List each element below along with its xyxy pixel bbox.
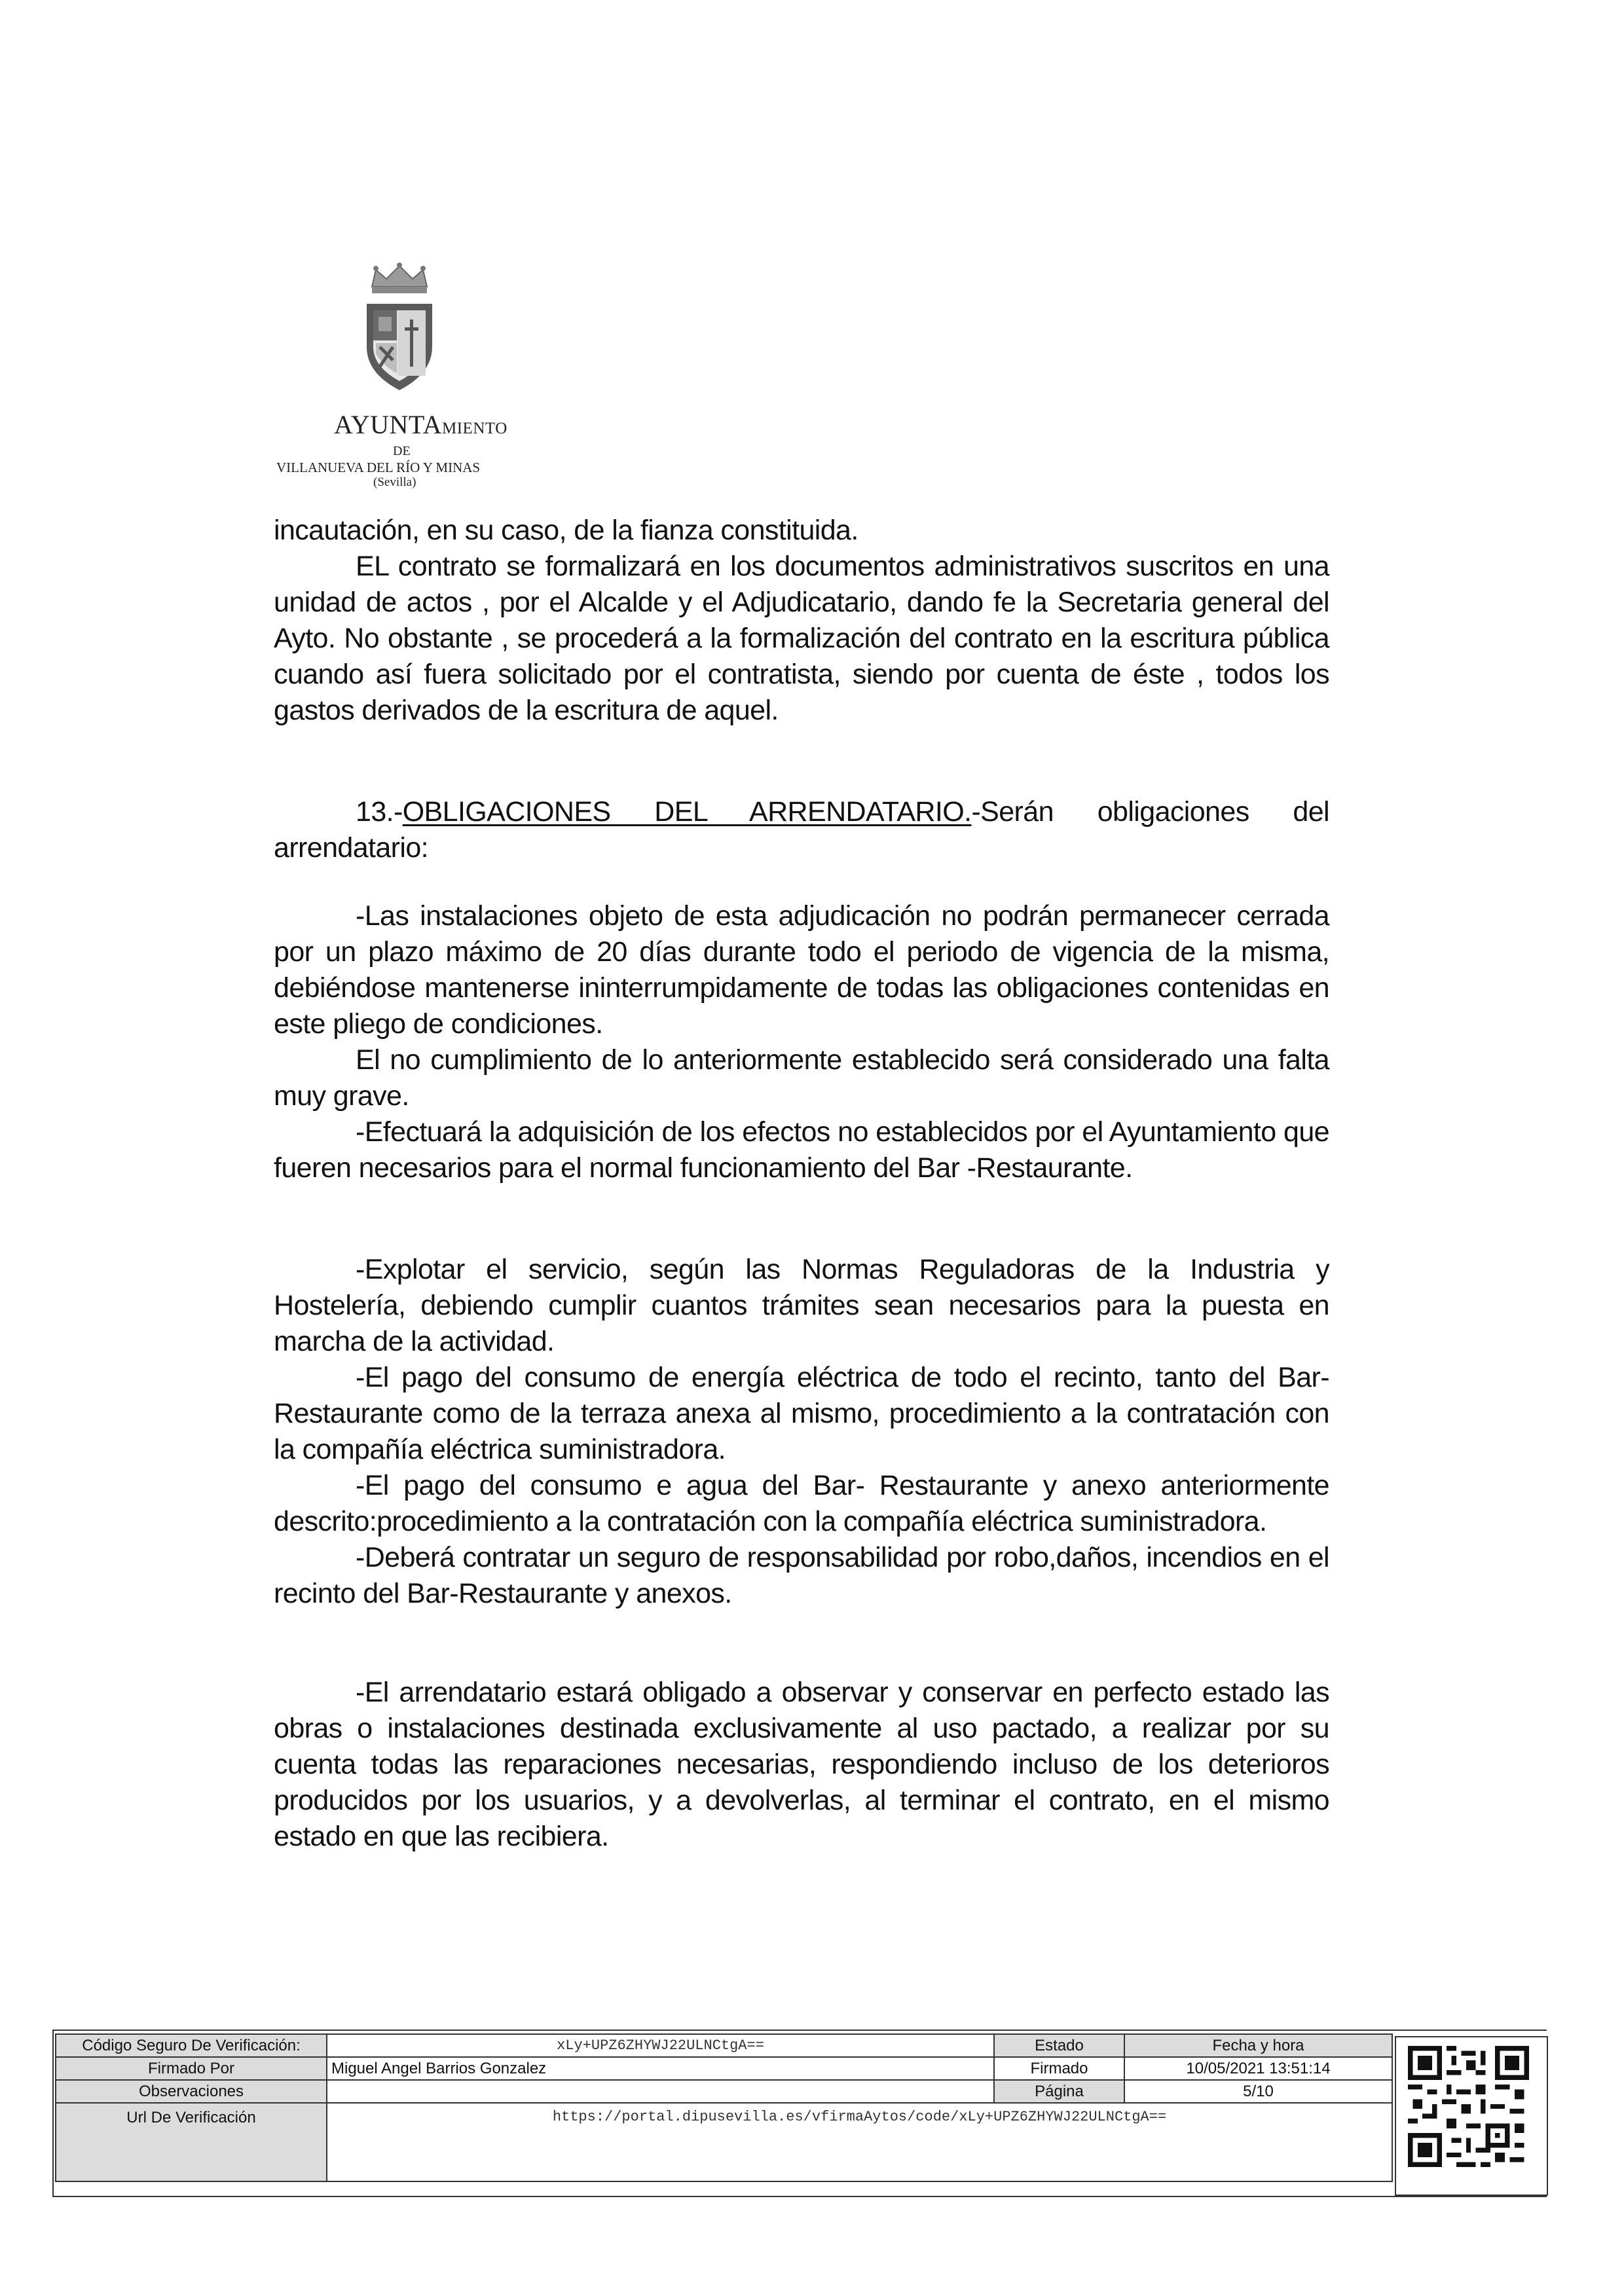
table-row xyxy=(56,2057,1392,2080)
letterhead-province: (Sevilla) xyxy=(373,475,416,489)
qr-code-icon[interactable] xyxy=(1408,2046,1529,2167)
paragraph: -Efectuará la adquisición de los efectos no establecidos por el Ayuntamiento que fueren necesarios para el normal funcionamiento del Bar -Restaurante. xyxy=(274,1116,1329,1184)
paragraph: -Explotar el servicio, según las Normas Reguladoras de la Industria y Hostelería, debiendo cumplir cuantos trámites sean necesarios para la puesta en marcha de la actividad. xyxy=(274,1254,1329,1357)
datetime-value: 10/05/2021 13:51:14 xyxy=(1124,2057,1392,2080)
datetime-label: Fecha y hora xyxy=(1124,2034,1392,2057)
code-label: Código Seguro De Verificación: xyxy=(56,2034,327,2057)
paragraph: -El arrendatario estará obligado a observar y conservar en perfecto estado las obras o instalaciones destinada exclusivamente al uso pactado, a realizar por su cuenta todas las reparaciones necesarias, respondiendo incluso de los deterioros producidos por los usuarios, y a devolverlas, al terminar el contrato, en el mismo estado en que las recibiera. xyxy=(274,1677,1329,1852)
observations-value xyxy=(327,2080,994,2103)
letterhead-town: VILLANUEVA DEL RÍO Y MINAS xyxy=(276,460,481,475)
document-body xyxy=(274,513,1329,729)
section-number: 13.- xyxy=(356,796,403,828)
letterhead-title: AYUNTAMIENTO xyxy=(334,410,507,439)
status-value: Firmado xyxy=(994,2057,1124,2080)
table-row xyxy=(56,2080,1392,2103)
coat-of-arms-icon xyxy=(360,262,439,393)
letterhead-de: DE xyxy=(393,444,411,458)
code-value: xLy+UPZ6ZHYWJ22ULNCtgA== xyxy=(327,2034,994,2057)
obligations-block-3 xyxy=(274,1675,1329,1855)
verification-table xyxy=(55,2033,1393,2182)
signed-by-value: Miguel Angel Barrios Gonzalez xyxy=(327,2057,994,2080)
table-row xyxy=(56,2034,1392,2057)
status-label: Estado xyxy=(994,2034,1124,2057)
signed-by-label: Firmado Por xyxy=(56,2057,327,2080)
letterhead xyxy=(262,262,550,489)
observations-label: Observaciones xyxy=(56,2080,327,2103)
page-label: Página xyxy=(994,2080,1124,2103)
paragraph: -El pago del consumo de energía eléctrica de todo el recinto, tanto del Bar-Restaurante como de la terraza anexa al mismo, procedimiento a la contratación con la compañía eléctrica suministradora. xyxy=(274,1362,1329,1465)
paragraph: incautación, en su caso, de la fianza constituida. xyxy=(274,515,858,546)
table-row xyxy=(56,2103,1392,2181)
section-title: OBLIGACIONES DEL ARRENDATARIO. xyxy=(402,796,972,828)
url-label: Url De Verificación xyxy=(56,2103,327,2181)
paragraph: -Deberá contratar un seguro de responsabilidad por robo,daños, incendios en el recinto del Bar-Restaurante y anexos. xyxy=(274,1542,1329,1609)
page-value: 5/10 xyxy=(1124,2080,1392,2103)
section-heading xyxy=(274,794,1329,866)
url-value[interactable]: https://portal.dipusevilla.es/vfirmaAytos/code/xLy+UPZ6ZHYWJ22ULNCtgA== xyxy=(327,2103,1392,2181)
paragraph: EL contrato se formalizará en los documentos administrativos suscritos en una unidad de actos , por el Alcalde y el Adjudicatario, dando fe la Secretaria general del Ayto. No obstante , se procederá a la formalización del contrato en la escritura pública cuando así fuera solicitado por el contratista, siendo por cuenta de éste , todos los gastos derivados de la escritura de aquel. xyxy=(274,551,1329,726)
section-intro: -Serán obligaciones del arrendatario: xyxy=(274,796,1329,864)
obligations-block-2 xyxy=(274,1252,1329,1612)
obligations-block-1 xyxy=(274,898,1329,1186)
section-13 xyxy=(274,794,1329,866)
paragraph: El no cumplimiento de lo anteriormente establecido será considerado una falta muy grave. xyxy=(274,1044,1329,1112)
paragraph: -Las instalaciones objeto de esta adjudicación no podrán permanecer cerrada por un plazo máximo de 20 días durante todo el periodo de vigencia de la misma, debiéndose mantenerse ininterrumpidamente de todas las obligaciones contenidas en este pliego de condiciones. xyxy=(274,900,1329,1040)
paragraph: -El pago del consumo e agua del Bar- Restaurante y anexo anteriormente descrito:procedimiento a la contratación con la compañía eléctrica suministradora. xyxy=(274,1470,1329,1537)
